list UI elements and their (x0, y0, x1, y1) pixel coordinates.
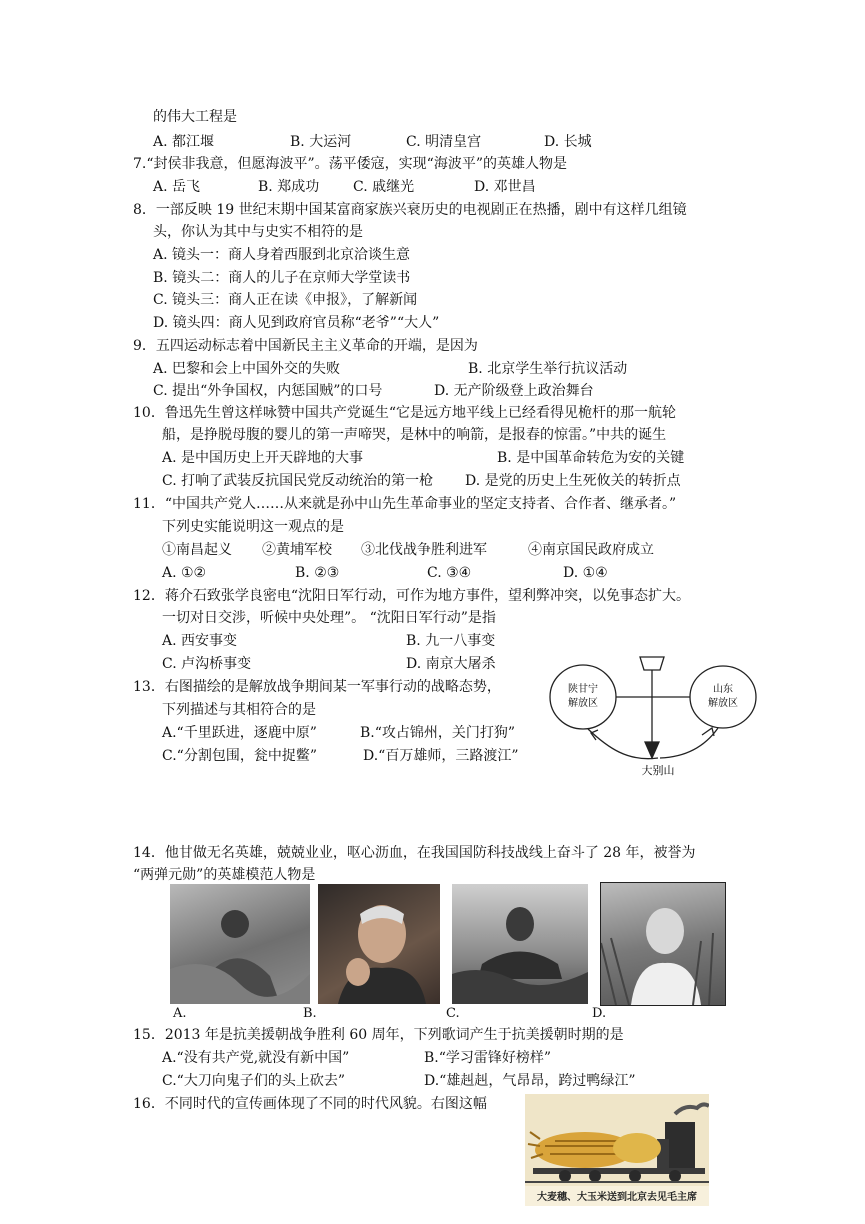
q9-option-b: B. 北京学生举行抗议活动 (468, 361, 628, 377)
photo-a-figure (170, 884, 310, 1004)
q6-option-b: B. 大运河 (290, 134, 352, 150)
q15-stem: 15．2013 年是抗美援朝战争胜利 60 周年，下列歌词产生于抗美援朝时期的是 (133, 1027, 624, 1043)
q7-option-c: C. 戚继光 (353, 179, 415, 195)
propaganda-poster (525, 1094, 709, 1206)
q14-stem-line1: 14．他甘做无名英雄，兢兢业业，呕心沥血，在我国国防科技战线上奋斗了 28 年，被誉为 (133, 845, 696, 861)
q7-stem: 7.“封侯非我意，但愿海波平”。荡平倭寇，实现“海波平”的英雄人物是 (133, 156, 567, 172)
q10-option-a: A. 是中国历史上开天辟地的大事 (162, 450, 364, 466)
q7-option-b: B. 郑成功 (258, 179, 320, 195)
q13-option-d: D.“百万雄师，三路渡江” (363, 748, 519, 764)
q15-option-a: A.“没有共产党,就没有新中国” (162, 1050, 350, 1066)
photo-d (600, 882, 726, 1006)
photo-b-caption: B. (303, 1006, 317, 1021)
q15-option-b: B.“学习雷锋好榜样” (424, 1050, 552, 1066)
q9-option-d: D. 无产阶级登上政治舞台 (434, 383, 594, 399)
photo-b (318, 884, 440, 1004)
q13-option-b: B.“攻占锦州，关门打狗” (360, 725, 516, 741)
q11-item-1: ①南昌起义 (162, 542, 232, 558)
q16-stem: 16．不同时代的宣传画体现了不同的时代风貌。右图这幅 (133, 1096, 487, 1112)
shandong-region-circle (690, 666, 756, 728)
q12-stem-line2: 一切对日交涉，听候中央处理”。 “沈阳日军行动”是指 (162, 610, 496, 626)
q8-stem-line2: 头，你认为其中与史实不相符的是 (153, 224, 363, 240)
q11-option-b: B. ②③ (295, 565, 340, 581)
map-left-label-2: 解放区 (568, 698, 598, 709)
q8-option-a: A. 镜头一：商人身着西服到北京洽谈生意 (153, 247, 411, 263)
right-advance-path (660, 728, 718, 758)
q12-option-b: B. 九一八事变 (406, 633, 496, 649)
photo-c-figure (452, 884, 588, 1004)
q13-stem-line2: 下列描述与其相符合的是 (162, 702, 316, 718)
q6-stem-tail: 的伟大工程是 (153, 109, 237, 125)
q11-stem-line2: 下列史实能说明这一观点的是 (162, 519, 344, 535)
q10-stem-line1: 10．鲁迅先生曾这样咏赞中国共产党诞生“它是远方地平线上已经看得见桅杆的那一航轮 (133, 405, 676, 421)
q12-option-d: D. 南京大屠杀 (406, 656, 496, 672)
q11-option-a: A. ①② (162, 565, 207, 581)
q7-option-d: D. 邓世昌 (474, 179, 536, 195)
q10-option-d: D. 是党的历史上生死攸关的转折点 (465, 473, 681, 489)
q7-option-a: A. 岳飞 (153, 179, 201, 195)
q11-item-4: ④南京国民政府成立 (528, 542, 654, 558)
q9-option-c: C. 提出“外争国权，内惩国贼”的口号 (153, 383, 383, 399)
q6-option-a: A. 都江堰 (153, 134, 215, 150)
photo-c-caption: C. (446, 1006, 460, 1021)
q12-option-c: C. 卢沟桥事变 (162, 656, 252, 672)
shaanxi-region-circle (550, 665, 616, 729)
q8-stem-line1: 8．一部反映 19 世纪末期中国某富商家族兴衰历史的电视剧正在热播，剧中有这样几组镜 (133, 202, 687, 218)
q12-option-a: A. 西安事变 (162, 633, 238, 649)
q10-stem-line2: 船，是挣脱母腹的婴儿的第一声啼哭，是林中的响箭，是报春的惊雷。”中共的诞生 (162, 427, 667, 443)
q9-stem: 9．五四运动标志着中国新民主主义革命的开端，是因为 (133, 338, 478, 354)
q9-option-a: A. 巴黎和会上中国外交的失败 (153, 361, 341, 377)
photo-a-caption: A. (173, 1006, 187, 1021)
poster-caption: 大麦穗、大玉米送到北京去见毛主席 (537, 1192, 697, 1203)
arrow-head (645, 742, 659, 758)
map-right-label-2: 解放区 (708, 698, 738, 709)
arrow-tail (640, 657, 664, 670)
map-right-label-1: 山东 (713, 684, 733, 695)
q13-stem-line1: 13．右图描绘的是解放战争期间某一军事行动的战略态势， (133, 679, 501, 695)
photo-d-figure (601, 883, 725, 1005)
q11-option-c: C. ③④ (427, 565, 472, 581)
photo-c (452, 884, 588, 1004)
q12-stem-line1: 12．蒋介石致张学良密电“沈阳日军行动，可作为地方事件，望利弊冲突，以免事态扩大。 (133, 588, 690, 604)
map-left-label-1: 陕甘宁 (568, 684, 598, 695)
map-bottom-label: 大别山 (641, 764, 675, 777)
q13-option-c: C.“分割包围，瓮中捉鳖” (162, 748, 317, 764)
q6-option-c: C. 明清皇宫 (406, 134, 482, 150)
photo-b-figure (318, 884, 440, 1004)
q15-option-c: C.“大刀向鬼子们的头上砍去” (162, 1073, 345, 1089)
q14-stem-line2: “两弹元勋”的英雄模范人物是 (133, 867, 316, 883)
strategic-map-diagram (548, 630, 763, 780)
q11-item-2: ②黄埔军校 (262, 542, 332, 558)
q6-option-d: D. 长城 (544, 134, 592, 150)
q11-option-d: D. ①④ (563, 565, 608, 581)
photo-d-caption: D. (592, 1006, 607, 1021)
q13-option-a: A.“千里跃进，逐鹿中原” (162, 725, 317, 741)
photo-a (170, 884, 310, 1004)
q11-stem-line1: 11．“中国共产党人……从来就是孙中山先生革命事业的坚定支持者、合作者、继承者。” (133, 496, 677, 512)
q8-option-d: D. 镜头四：商人见到政府官员称“老爷”“大人” (153, 315, 440, 331)
q8-option-c: C. 镜头三：商人正在读《申报》，了解新闻 (153, 292, 418, 308)
q10-option-b: B. 是中国革命转危为安的关键 (497, 450, 685, 466)
q11-item-3: ③北伐战争胜利进军 (361, 542, 487, 558)
q10-option-c: C. 打响了武装反抗国民党反动统治的第一枪 (162, 473, 434, 489)
q8-option-b: B. 镜头二：商人的儿子在京师大学堂读书 (153, 270, 411, 286)
q15-option-d: D.“雄赳赳，气昂昂，跨过鸭绿江” (424, 1073, 636, 1089)
